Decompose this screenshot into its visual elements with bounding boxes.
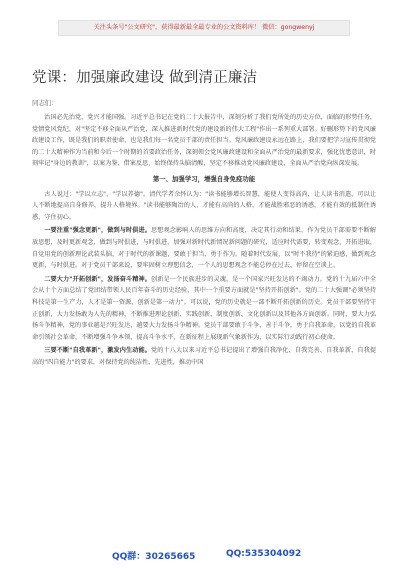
- paragraph-lead: 一要注重"强念更新"，做到与时俱进。: [44, 227, 151, 235]
- qq-label: QQ:535304092: [226, 549, 302, 559]
- paragraph-lead: 三要不断"自我革新"，激发内生动能。: [44, 347, 151, 355]
- paragraph: [32, 225, 376, 271]
- section-heading: 第一、加强学习，增强自身免疫功能: [152, 174, 256, 183]
- intro-paragraph: 治国必先治党，党兴才能国强。习近平总书记在党的二十大报告中，深刻分析了我们党所处的历史方位，面临的形势任务，党情党风党纪，对"坚定不移全面从严治党，深入推进新时代党的建设新的伟大工程"作出一系列重大部署。好删形势下的党风廉政建设工作，既是我们的职责使命，也是我们每一名党员干部的责任担当。党风廉政建设永远在路上，我们要把学习宣传贯彻党的二十大精神作为当前和今后一个时期的首要政治任务，深刻领会党风廉政建设和全面从严治党的最新要求，强化忧患意识，时刻牢记"身边的教训"，以案为鉴、借案反思，始终保持头脑清醒，坚定不移推动党风廉政建设、全面从严治党向纵深发展。: [32, 114, 376, 168]
- contact-footer: [0, 546, 408, 562]
- paragraph-text: 党的十八大以来习近平总书记提出了增强自我净化、自我完善、自我革新、自我提高的"四自能力"的要求，对保持党的纯洁性、先进性，推动中国: [32, 347, 376, 366]
- paragraph: 古人说过："学以立志"，"学以养德"。清代学者余怀认为："读书能够增长智慧，能使人变得高尚，让人读书消遣，可以让人不断地提高自身修养，提升人格境界。"读书能够陶冶的人，才能有高尚的人格，才能战胜邪恶的诱惑，才能有效的抵制住诱惑，守住初心。: [32, 190, 376, 221]
- paragraph: [32, 274, 376, 344]
- qq-group-label: QQ群：30265665: [112, 552, 196, 562]
- greeting: 同志们：: [32, 99, 58, 107]
- paragraph-text: 创新是一个民族进步的灵魂，是一个国家兴旺发达的不竭动力。党的十九届六中全会从十个方面总结了党团结带领人民百年奋斗的历史经验，其中一个重要方面就是"坚持开拓创新"。党的二十大强调"必须坚持科技是第一生产力，人才是第一资源，创新是第一动力"。可以说，党的历史就是一部不断开拓创新的历史。党员干部要坚持守正创新，大力发扬敢为人先的精神，不断推进理论创新、实践创新、制度创新、文化创新以及其他各方面创新。同时，要大力弘扬斗争精神，党的事业越是兴旺发达，越要大力发扬斗争精神。党员干部要敢于斗争、善于斗争，勇于自我革命，以党的自我革命引领社会革命，不断增强斗争本领，提高斗争水平，在新征程上展现新气象新作为，以实际行动践行初心使命。: [32, 275, 376, 341]
- paragraph-lead: 二要大力"开拓创新"，发扬奋斗精神。: [44, 275, 151, 283]
- promo-banner: 关注头条号"公文研究"，获得最新最全最专业的公文资料库！ 微信：gongwenyj: [58, 20, 350, 36]
- paragraph-text: 思想观念影响人的思维方向和高度，决定其行动和结果。作为党员干部需要不断解放思想，及时更新观念，做到与时俱进，与时俱进，加强对新时代新情况新问题的研究，适应时代需要，转变观念，开拓进取，自觉用党的创新理论武装头脑，对于时代的新课题，要敢于担当、勇于作为。随着时代发展，以"时不我待"的紧迫感，做到观念更新，与时俱进。对于党员干部来说，要牢固树立理想信念，一个人的思想观念不能总停在过去、停留在空谈上。: [32, 227, 376, 270]
- document-title: 党课：加强廉政建设 做到清正廉洁: [32, 70, 258, 86]
- paragraph: [32, 345, 376, 368]
- document-body: [32, 112, 376, 542]
